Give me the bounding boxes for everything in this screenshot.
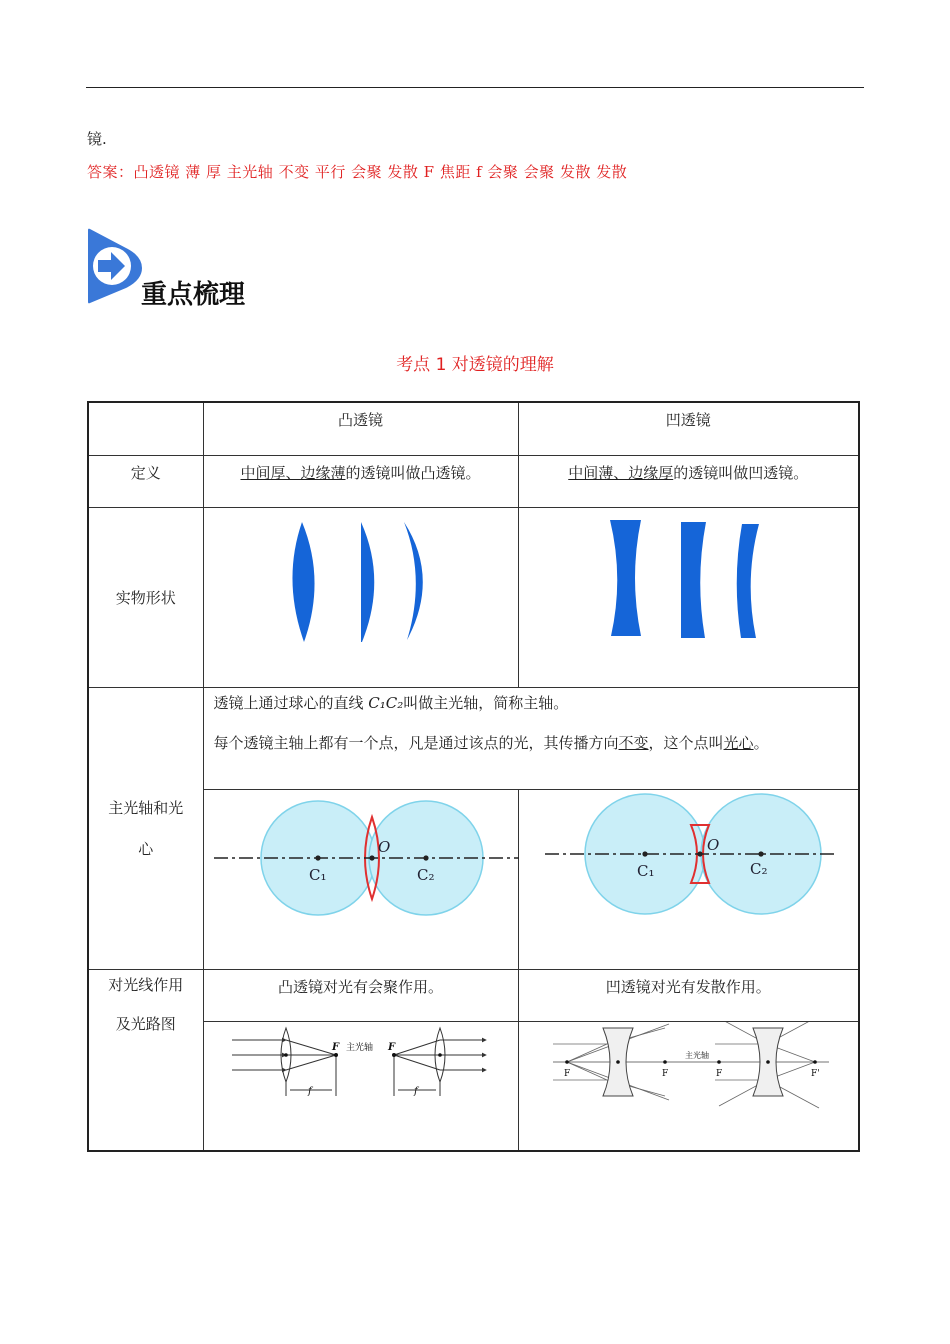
label-F-left: F — [331, 1041, 339, 1053]
def-concave-underlined: 中间薄、边缘厚 — [568, 463, 674, 482]
axis-desc-2b: ，这个点叫 — [648, 733, 724, 752]
point-c2 — [423, 855, 428, 860]
biconcave-lens — [610, 520, 641, 636]
label-F-1: F — [563, 1068, 570, 1079]
point-o — [697, 851, 702, 856]
label-F-2: F — [661, 1068, 668, 1079]
row-label-effect — [88, 969, 203, 1151]
label-f-right: f — [413, 1085, 418, 1097]
lens-center-left — [284, 1053, 288, 1057]
axis-desc-1b: 叫做主光轴，简称主轴。 — [403, 693, 569, 712]
section-title: 重点梳理 — [141, 280, 246, 310]
planoconcave-lens — [681, 522, 706, 638]
kaodian-title: 考点 1 对透镜的理解 — [396, 355, 554, 375]
header-convex: 凸透镜 — [203, 402, 518, 455]
lens-table — [87, 401, 860, 1152]
axis-desc-2a: 每个透镜主轴上都有一个点，凡是通过该点的光，其传播方向 — [213, 733, 619, 752]
definition-concave — [518, 455, 859, 507]
concave-ray-diagram — [519, 1022, 860, 1150]
concave-axis-diagram — [519, 790, 860, 969]
row-label-shape: 实物形状 — [88, 507, 203, 687]
meniscus-convex-lens — [404, 522, 423, 640]
axis-desc-optical-center: 光心 — [723, 733, 754, 752]
answer-line: 答案：凸透镜 薄 厚 主光轴 不变 平行 会聚 发散 F 焦距 f 会聚 会聚 发散 发散 — [87, 163, 628, 181]
focus-dot-left — [334, 1053, 338, 1057]
axis-desc-line2 — [213, 733, 859, 752]
focus-dot-right — [392, 1053, 396, 1057]
focus-dot-4 — [813, 1060, 817, 1064]
label-main-axis: 主光轴 — [684, 1050, 709, 1060]
focus-dot-3 — [717, 1060, 721, 1064]
convex-shapes-cell — [203, 507, 518, 687]
label-c1: C₁ — [308, 865, 326, 884]
label-main-axis: 主光轴 — [345, 1042, 373, 1053]
planoconvex-lens — [361, 522, 374, 642]
point-c2 — [758, 851, 763, 856]
definition-convex — [203, 455, 518, 507]
row-label-effect-line2: 及光路图 — [115, 1014, 176, 1033]
def-convex-rest: 的透镜叫做凸透镜。 — [345, 463, 481, 482]
header-empty-cell — [88, 402, 203, 455]
arrow-right-icon — [84, 228, 144, 304]
point-c1 — [642, 851, 647, 856]
row-label-definition: 定义 — [88, 455, 203, 507]
concave-ray-diagram-cell — [518, 1021, 859, 1151]
lens-center-1 — [616, 1060, 620, 1064]
c1c2-symbol: C₁C₂ — [368, 693, 404, 712]
label-F-right: F — [387, 1041, 395, 1053]
axis-description-cell — [203, 687, 859, 789]
axis-desc-line1 — [213, 693, 859, 712]
convex-axis-diagram — [204, 790, 519, 969]
row-label-axis-line2: 心 — [138, 840, 154, 858]
def-convex-underlined: 中间厚、边缘薄 — [240, 463, 346, 482]
convex-lens-shapes-figure — [204, 508, 519, 687]
lens-center-2 — [766, 1060, 770, 1064]
effect-concave: 凹透镜对光有发散作用。 — [518, 969, 859, 1021]
axis-desc-unchanged: 不变 — [618, 733, 649, 752]
text-fragment: 镜. — [87, 130, 107, 148]
point-c1 — [315, 855, 320, 860]
label-c2: C₂ — [749, 859, 767, 878]
convex-ray-diagram-cell — [203, 1021, 518, 1151]
effect-convex: 凸透镜对光有会聚作用。 — [203, 969, 518, 1021]
header-rule — [86, 87, 864, 88]
point-o — [369, 855, 374, 860]
row-label-effect-line1: 对光线作用 — [108, 975, 184, 994]
label-o: O — [706, 835, 719, 854]
concave-shapes-cell — [518, 507, 859, 687]
biconvex-lens — [292, 522, 314, 642]
convex-axis-diagram-cell — [203, 789, 518, 969]
concave-lens-shapes-figure — [519, 508, 860, 687]
label-F-prime: F' — [810, 1068, 820, 1079]
lens-center-right — [438, 1053, 442, 1057]
label-c1: C₁ — [636, 861, 654, 880]
label-F-3: F — [715, 1068, 722, 1079]
label-c2: C₂ — [416, 865, 434, 884]
convex-ray-diagram — [204, 1022, 519, 1150]
axis-desc-1a: 透镜上通过球心的直线 — [213, 693, 369, 712]
label-f-left: f — [307, 1085, 312, 1097]
focus-dot-1 — [565, 1060, 569, 1064]
row-label-axis-line1: 主光轴和光 — [108, 799, 184, 817]
axis-desc-2c: 。 — [753, 733, 769, 752]
meniscus-concave-lens — [736, 524, 758, 638]
header-concave: 凹透镜 — [518, 402, 859, 455]
focus-dot-2 — [663, 1060, 667, 1064]
label-o: O — [377, 837, 390, 856]
row-label-axis — [88, 687, 203, 969]
def-concave-rest: 的透镜叫做凹透镜。 — [673, 463, 809, 482]
concave-axis-diagram-cell — [518, 789, 859, 969]
